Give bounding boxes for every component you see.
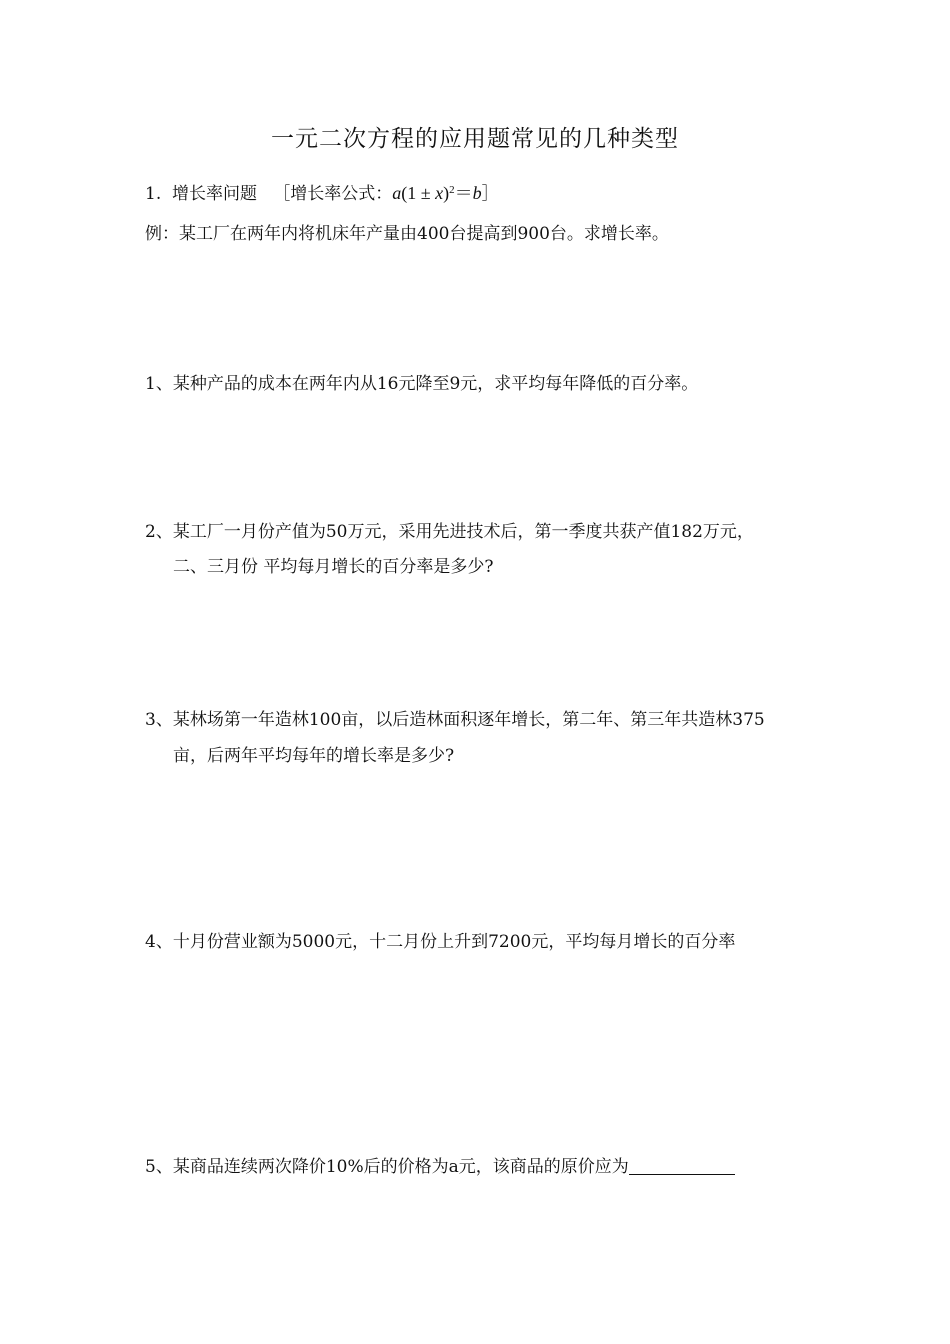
question-4: 4、十月份营业额为5000元，十二月份上升到7200元，平均每月增长的百分率	[145, 932, 736, 952]
question-5-text: 5、某商品连续两次降价10%后的价格为a元，该商品的原价应为	[145, 1157, 629, 1177]
question-2-line-2: 二、三月份 平均每月增长的百分率是多少?	[173, 557, 494, 577]
question-3-line-2: 亩，后两年平均每年的增长率是多少?	[173, 746, 455, 766]
question-3-line-1: 3、某林场第一年造林100亩，以后造林面积逐年增长，第二年、第三年共造林375	[145, 710, 765, 730]
formula-close: )	[443, 183, 450, 203]
question-2-line-1: 2、某工厂一月份产值为50万元，采用先进技术后，第一季度共获产值182万元，	[145, 522, 754, 542]
formula-suffix: ］	[481, 184, 499, 204]
answer-blank[interactable]	[629, 1156, 735, 1175]
question-1: 1、某种产品的成本在两年内从16元降至9元，求平均每年降低的百分率。	[145, 374, 699, 394]
example-problem: 例：某工厂在两年内将机床年产量由400台提高到900台。求增长率。	[145, 224, 669, 244]
formula-prefix: ［增长率公式：	[273, 184, 393, 204]
formula-var-x: x	[435, 183, 444, 203]
growth-rate-formula	[392, 183, 481, 203]
formula-exponent: 2	[449, 184, 455, 196]
formula-var-b: b	[472, 183, 482, 203]
section-number: 1.	[145, 184, 162, 204]
section-heading-text: 增长率问题	[172, 184, 258, 204]
formula-equals: ＝	[454, 183, 473, 203]
formula-mid: (1 ±	[401, 183, 436, 203]
formula-var-a: a	[392, 183, 402, 203]
section-heading	[145, 178, 499, 206]
document-title: 一元二次方程的应用题常见的几种类型	[271, 126, 679, 152]
question-5	[145, 1155, 735, 1179]
